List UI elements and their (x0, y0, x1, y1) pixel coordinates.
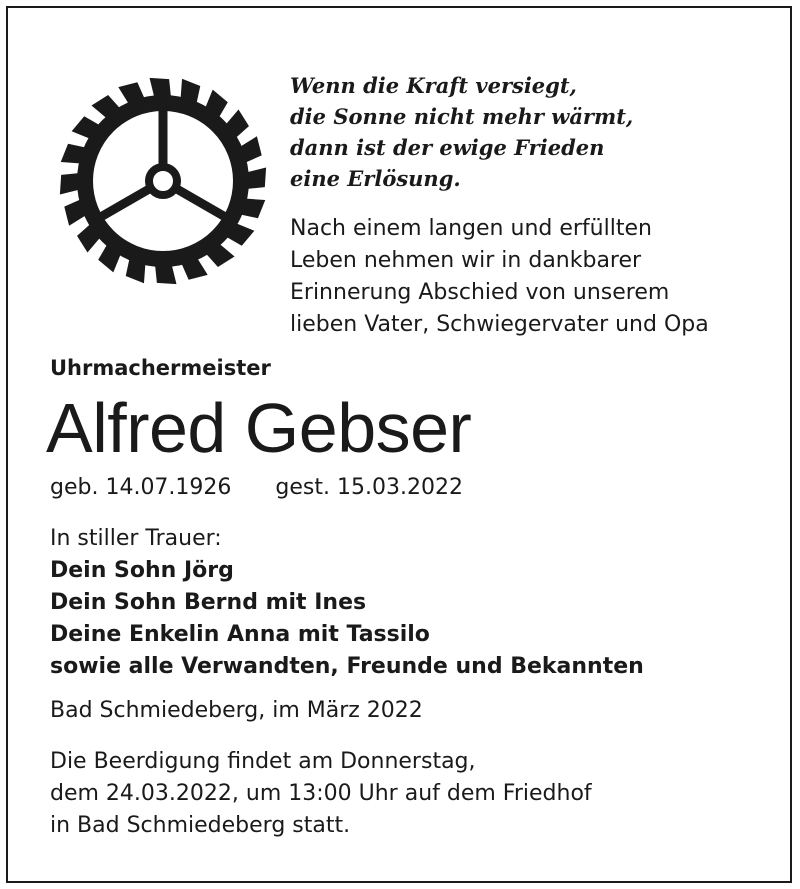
deceased-name: Alfred Gebser (46, 389, 472, 467)
mourner-entry: Dein Sohn Bernd mit Ines (50, 590, 367, 615)
mourners-list (50, 523, 644, 683)
mourner-entry: Deine Enkelin Anna mit Tassilo (50, 622, 430, 647)
intro-line: Leben nehmen wir in dankbarer (290, 248, 642, 273)
poem-line: eine Erlösung. (290, 166, 461, 191)
intro-text (290, 213, 709, 341)
profession-title: Uhrmachermeister (50, 356, 271, 380)
death-date: gest. 15.03.2022 (275, 475, 463, 500)
obituary-notice (6, 6, 792, 883)
funeral-line: Die Beerdigung findet am Donnerstag, (50, 749, 476, 774)
mourner-entry: sowie alle Verwandten, Freunde und Bekannten (50, 654, 644, 679)
poem (290, 70, 633, 194)
poem-line: Wenn die Kraft versiegt, (290, 73, 577, 98)
funeral-line: in Bad Schmiedeberg statt. (50, 813, 351, 838)
intro-line: Erinnerung Abschied von unserem (290, 280, 670, 305)
intro-line: Nach einem langen und erfüllten (290, 216, 652, 241)
poem-line: die Sonne nicht mehr wärmt, (290, 104, 634, 129)
funeral-info (50, 746, 592, 842)
mourner-entry: Dein Sohn Jörg (50, 558, 234, 583)
life-dates (50, 475, 463, 500)
place-and-date: Bad Schmiedeberg, im März 2022 (50, 698, 423, 723)
intro-line: lieben Vater, Schwiegervater und Opa (290, 312, 709, 337)
funeral-line: dem 24.03.2022, um 13:00 Uhr auf dem Friedhof (50, 781, 592, 806)
poem-line: dann ist der ewige Frieden (290, 135, 605, 160)
mourners-lead: In stiller Trauer: (50, 526, 222, 551)
birth-date: geb. 14.07.1926 (50, 475, 232, 500)
gear-wheel-icon (52, 70, 274, 292)
